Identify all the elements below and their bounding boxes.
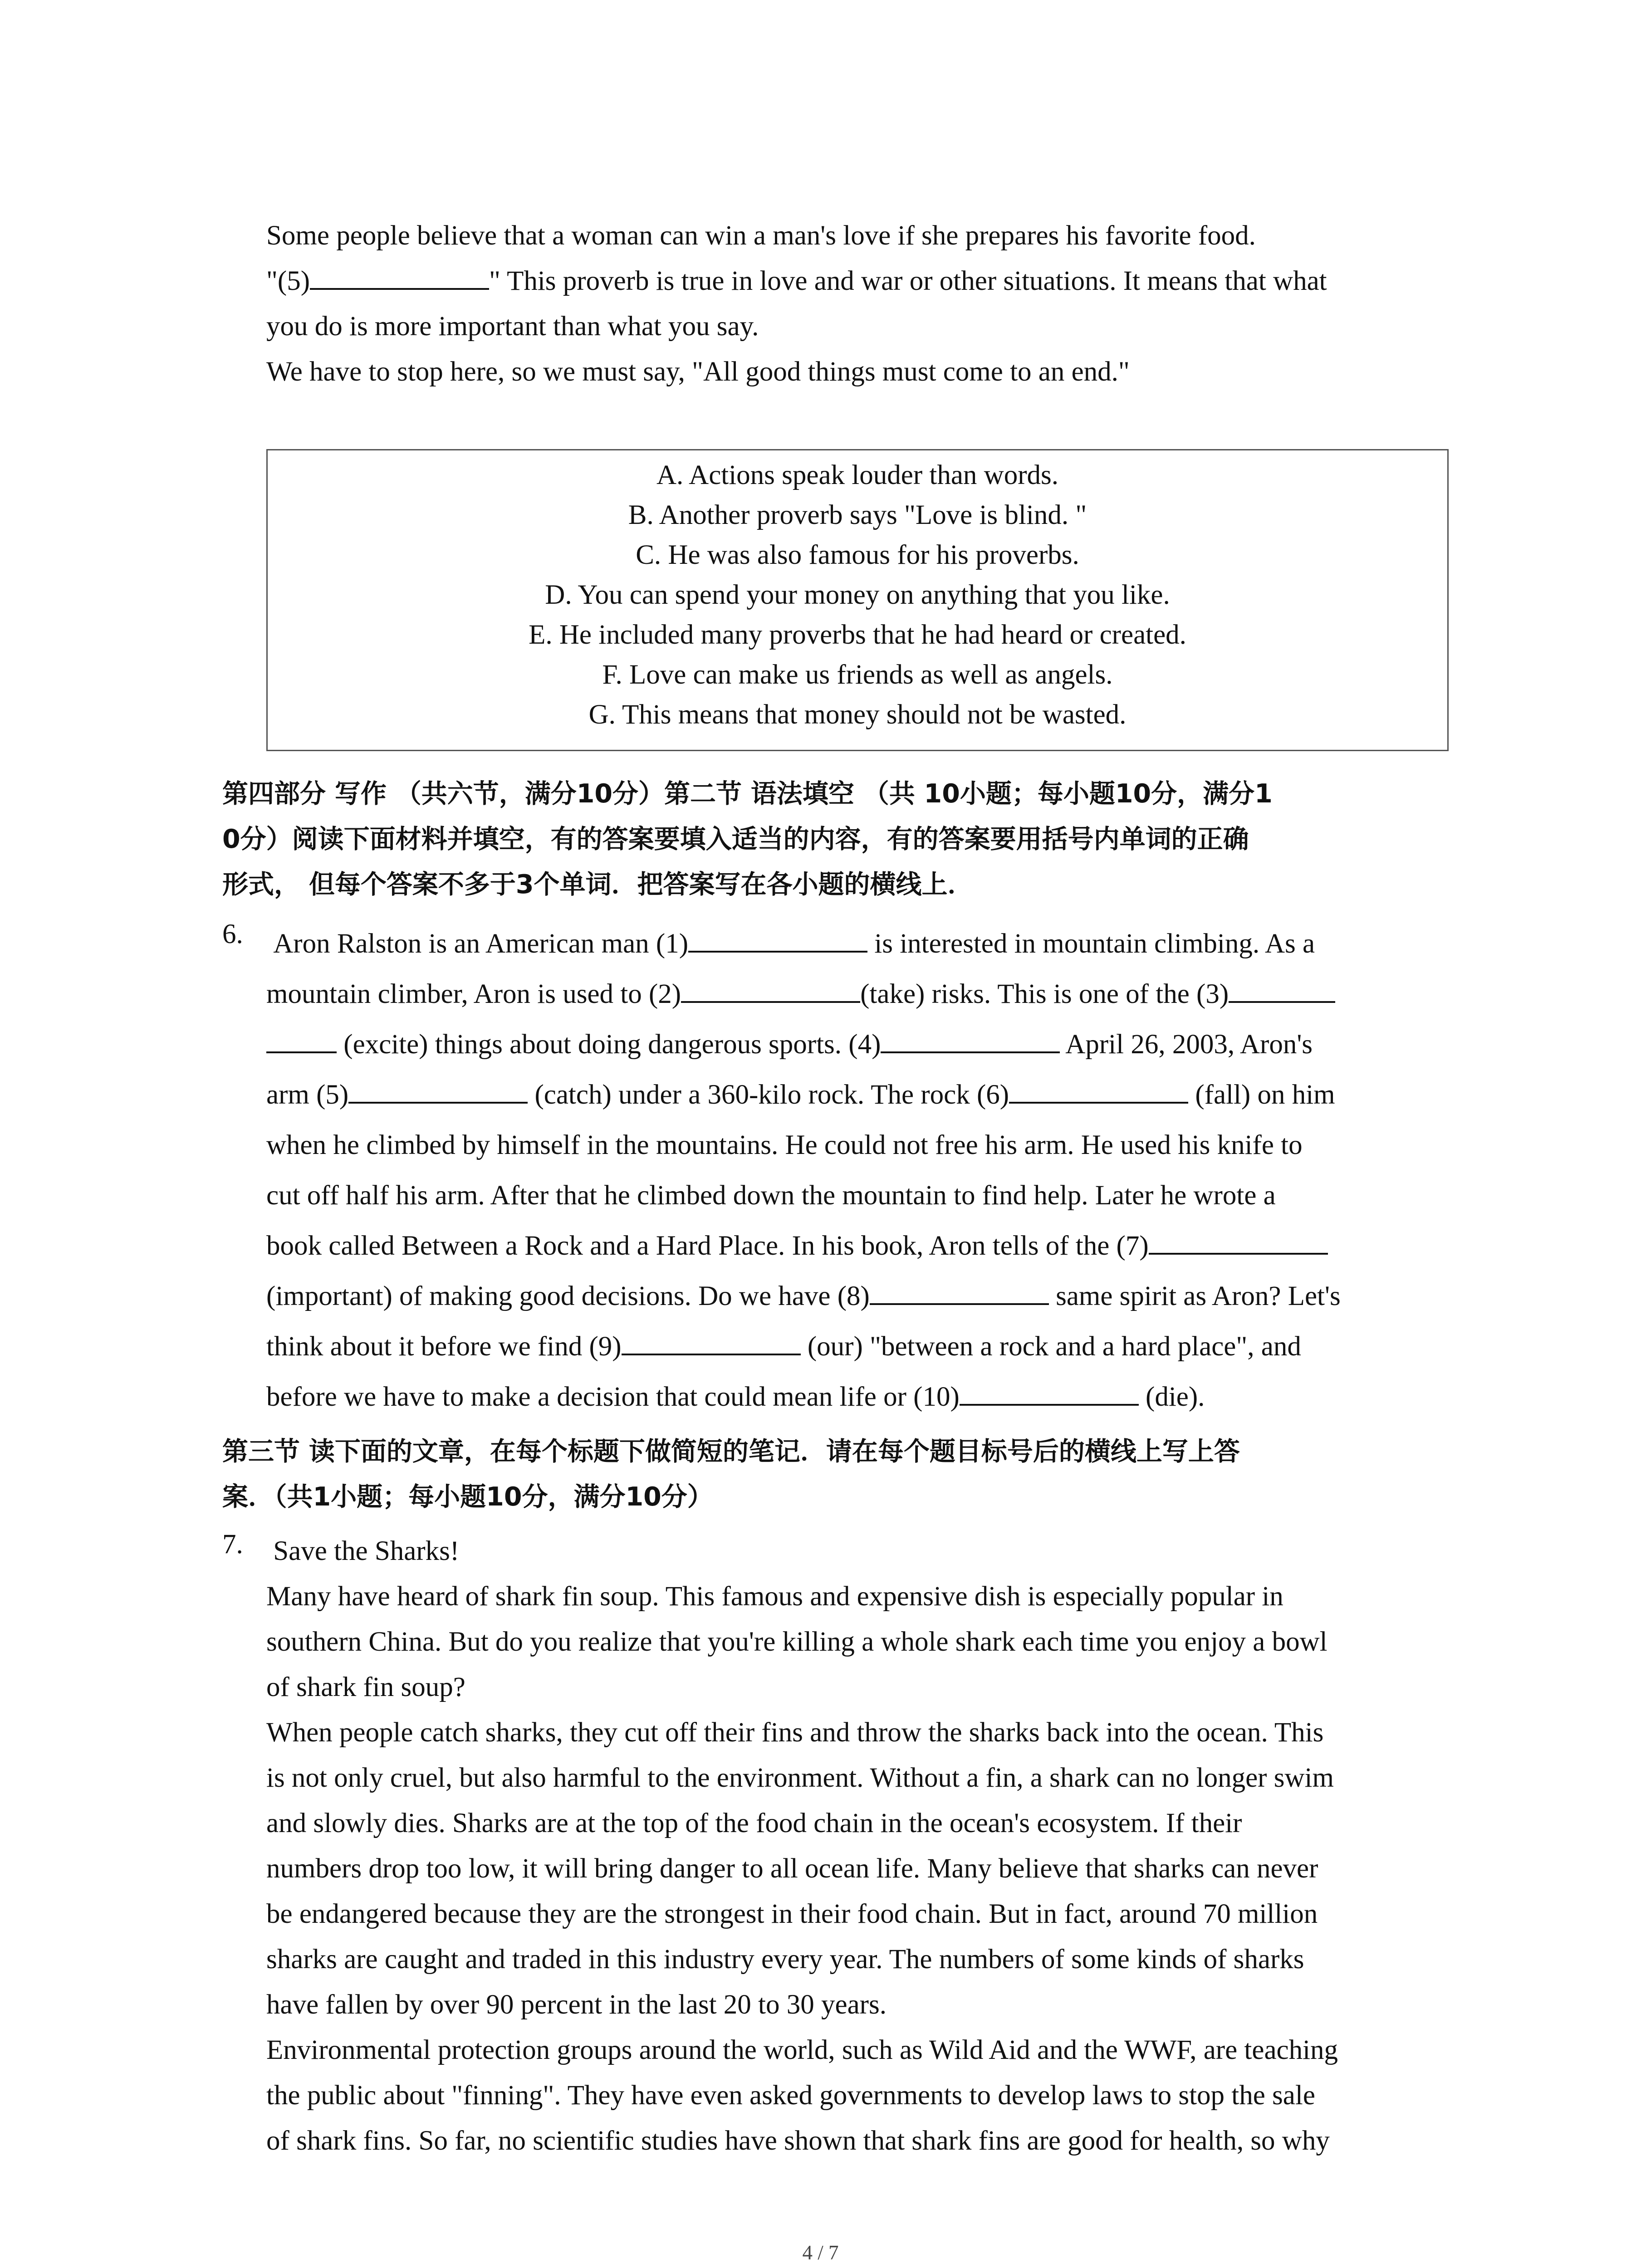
options-box <box>266 449 1449 751</box>
text-line <box>266 1271 1464 1321</box>
text-span: arm (5) <box>266 1080 349 1110</box>
text-span: (take) risks. This is one of the (3) <box>860 979 1229 1009</box>
text-span: (excite) things about doing dangerous sports. (4) <box>337 1029 881 1060</box>
heading-line: 第三节 读下面的文章，在每个标题下做简短的笔记．请在每个题目标号后的横线上写上答 <box>222 1437 1240 1466</box>
text-span: (our) "between a rock and a hard place", and <box>800 1331 1301 1362</box>
option-d: D. You can spend your money on anything that you like. <box>545 580 1170 610</box>
text-span: same spirit as Aron? Let's <box>1048 1281 1341 1311</box>
text-line: Some people believe that a woman can win a man's love if she prepares his favorite food. <box>266 220 1256 251</box>
text-span: Aron Ralston is an American man (1) <box>273 929 689 959</box>
text-line <box>266 969 1464 1019</box>
text-line <box>266 919 1464 969</box>
text-line: southern China. But do you realize that you're killing a whole shark each time you enjoy a bowl <box>266 1627 1327 1657</box>
text-span: " This proverb is true in love and war or other situations. It means that what <box>489 266 1327 296</box>
answer-blank-8[interactable] <box>870 1276 1049 1305</box>
text-span: mountain climber, Aron is used to (2) <box>266 979 681 1009</box>
text-line: of shark fin soup? <box>266 1672 465 1702</box>
answer-blank-6[interactable] <box>1009 1075 1188 1104</box>
heading-line: 案．（共1小题；每小题10分，满分10分） <box>222 1482 713 1512</box>
passage-title <box>266 1529 1464 1574</box>
answer-blank-2[interactable] <box>681 974 860 1003</box>
text-line <box>266 1070 1464 1120</box>
page-number: 4 / 7 <box>802 2241 839 2264</box>
text-line <box>266 1321 1464 1372</box>
text-line: have fallen by over 90 percent in the last 20 to 30 years. <box>266 1989 887 2020</box>
heading-line: 形式， 但每个答案不多于3个单词．把答案写在各小题的横线上． <box>222 870 974 899</box>
text-line <box>266 259 1464 304</box>
text-span: book called Between a Rock and a Hard Place. In his book, Aron tells of the (7) <box>266 1231 1149 1261</box>
text-line: cut off half his arm. After that he climbed down the mountain to find help. Later he wrote a <box>266 1180 1276 1211</box>
text-line: sharks are caught and traded in this industry every year. The numbers of some kinds of sharks <box>266 1944 1304 1975</box>
text-span: (important) of making good decisions. Do we have (8) <box>266 1281 870 1311</box>
text-line: numbers drop too low, it will bring danger to all ocean life. Many believe that sharks can never <box>266 1853 1318 1884</box>
answer-blank-9[interactable] <box>622 1326 801 1355</box>
heading-line: 0分）阅读下面材料并填空，有的答案要填入适当的内容，有的答案要用括号内单词的正确 <box>222 824 1249 854</box>
text-line <box>266 1372 1464 1422</box>
text-span: think about it before we find (9) <box>266 1331 622 1362</box>
text-span: Save the Sharks! <box>273 1536 460 1566</box>
text-line: Environmental protection groups around the world, such as Wild Aid and the WWF, are teaching <box>266 2035 1338 2065</box>
text-span: is interested in mountain climbing. As a <box>867 929 1315 959</box>
text-line: of shark fins. So far, no scientific studies have shown that shark fins are good for health, so why <box>266 2126 1330 2156</box>
option-a: A. Actions speak louder than words. <box>656 460 1059 490</box>
section4-heading <box>222 771 1465 907</box>
text-line: the public about "finning". They have even asked governments to develop laws to stop the sale <box>266 2080 1315 2111</box>
question6-passage <box>266 919 1464 1422</box>
text-line: you do is more important than what you say. <box>266 311 759 342</box>
section3-heading <box>222 1429 1465 1520</box>
question7-passage <box>266 1529 1464 2164</box>
answer-blank-5[interactable] <box>348 1075 528 1104</box>
intro-paragraph <box>266 213 1464 395</box>
text-span: before we have to make a decision that could mean life or (10) <box>266 1382 960 1412</box>
heading-line: 第四部分 写作 （共六节，满分10分）第二节 语法填空 （共 10小题；每小题10分，满分1 <box>222 779 1273 809</box>
text-line: is not only cruel, but also harmful to the environment. Without a fin, a shark can no longer swim <box>266 1763 1334 1793</box>
option-c: C. He was also famous for his proverbs. <box>636 540 1079 570</box>
text-line: When people catch sharks, they cut off their fins and throw the sharks back into the ocean. This <box>266 1717 1324 1748</box>
text-line: and slowly dies. Sharks are at the top of the food chain in the ocean's ecosystem. If their <box>266 1808 1242 1838</box>
option-e: E. He included many proverbs that he had heard or created. <box>529 620 1186 650</box>
text-span: April 26, 2003, Aron's <box>1060 1029 1313 1060</box>
answer-blank-1[interactable] <box>688 924 867 953</box>
text-span: (catch) under a 360-kilo rock. The rock (6) <box>528 1080 1009 1110</box>
text-line <box>266 1221 1464 1271</box>
answer-blank-10[interactable] <box>960 1377 1139 1406</box>
text-span: (fall) on him <box>1188 1080 1335 1110</box>
text-span: (die). <box>1138 1382 1205 1412</box>
answer-blank-3[interactable] <box>1229 974 1335 1003</box>
question-number: 7. <box>222 1529 243 1559</box>
option-g: G. This means that money should not be wasted. <box>588 699 1127 730</box>
text-line: We have to stop here, so we must say, "All good things must come to an end." <box>266 357 1130 387</box>
text-line <box>266 1019 1464 1070</box>
text-line: Many have heard of shark fin soup. This famous and expensive dish is especially popular in <box>266 1581 1283 1612</box>
text-line: when he climbed by himself in the mountains. He could not free his arm. He used his knife to <box>266 1130 1303 1160</box>
option-b: B. Another proverb says "Love is blind. " <box>628 500 1087 530</box>
answer-blank-7[interactable] <box>1149 1226 1328 1255</box>
option-f: F. Love can make us friends as well as angels. <box>602 660 1113 690</box>
text-line: be endangered because they are the strongest in their food chain. But in fact, around 70 million <box>266 1899 1318 1929</box>
answer-blank-4[interactable] <box>881 1024 1060 1053</box>
text-span: "(5) <box>266 266 310 296</box>
answer-blank-3-cont[interactable] <box>266 1024 337 1053</box>
answer-blank-5[interactable] <box>310 261 489 290</box>
question-number: 6. <box>222 919 243 949</box>
